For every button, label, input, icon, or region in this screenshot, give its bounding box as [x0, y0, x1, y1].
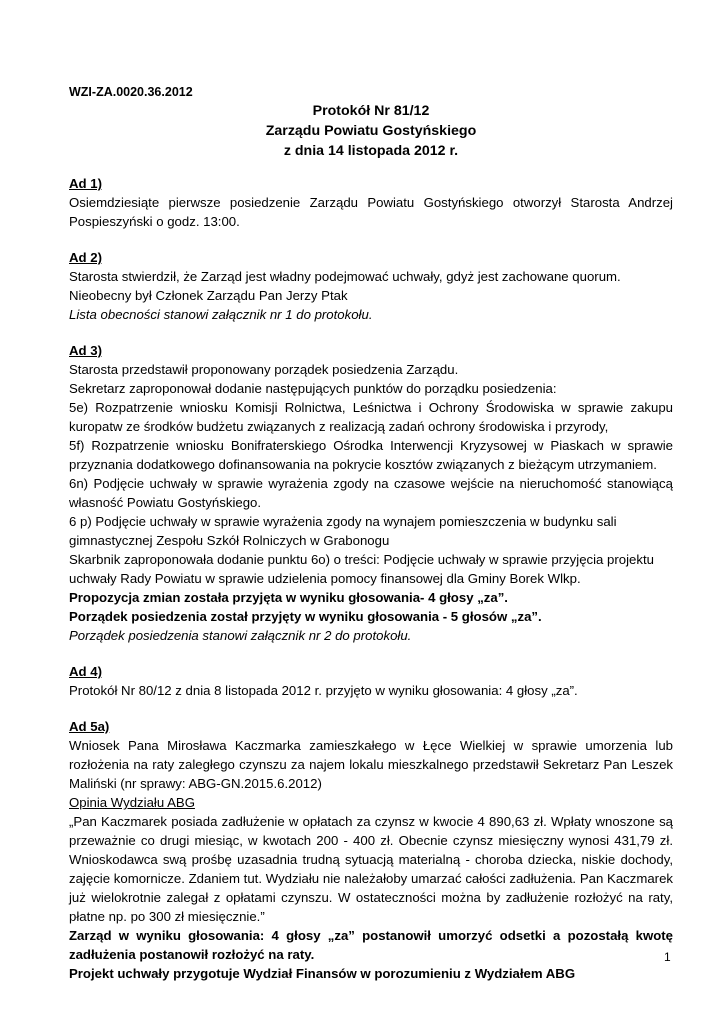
ad1-text: Osiemdziesiąte pierwsze posiedzenie Zarządu Powiatu Gostyńskiego otworzył Starosta Andrzej Pospieszyński o godz. 13:00. [69, 195, 673, 229]
section-heading-ad3: Ad 3) [69, 343, 102, 358]
ad2-quorum-text: Starosta stwierdził, że Zarząd jest władny podejmować uchwały, gdyż jest zachowane quorum. [69, 269, 621, 284]
ad3-attachment-note: Porządek posiedzenia stanowi załącznik nr 2 do protokołu. [69, 628, 412, 643]
title-line-1: Protokół Nr 81/12 [312, 103, 430, 119]
title-line-2: Zarządu Powiatu Gostyńskiego [265, 123, 477, 139]
section-heading-ad5a: Ad 5a) [69, 719, 110, 734]
ad5a-opinion-label: Opinia Wydziału ABG [69, 795, 195, 810]
section-heading-ad1: Ad 1) [69, 176, 102, 191]
agenda-item-5f: 5f) Rozpatrzenie wniosku Bonifraterskiego Ośrodka Interwencji Kryzysowej w Piaskach w sprawie przyznania dodatkowego dofinansowania na pokrycie kosztów związanych z bieżącym utrzymaniem. [69, 438, 673, 472]
document-page [69, 83, 673, 1000]
section-heading-ad4: Ad 4) [69, 664, 102, 679]
section-ad5a [69, 717, 673, 983]
section-heading-ad2: Ad 2) [69, 250, 102, 265]
section-ad3 [69, 341, 673, 645]
page-number: 1 [664, 950, 671, 964]
section-ad2 [69, 248, 673, 324]
ad2-absence-text: Nieobecny był Członek Zarządu Pan Jerzy Ptak [69, 288, 348, 303]
ad3-secretary-text: Sekretarz zaproponował dodanie następujących punktów do porządku posiedzenia: [69, 381, 557, 396]
ad4-text: Protokół Nr 80/12 z dnia 8 listopada 2012 r. przyjęto w wyniku głosowania: 4 głosy „za”. [69, 683, 578, 698]
section-ad1 [69, 174, 673, 231]
protocol-title [69, 101, 673, 161]
ad5a-decision: Zarząd w wyniku głosowania: 4 głosy „za” postanowił umorzyć odsetki a pozostałą kwotę zadłużenia postanowił rozłożyć na raty. [69, 928, 673, 962]
title-line-3: z dnia 14 listopada 2012 r. [283, 143, 459, 159]
ad2-attendance-note: Lista obecności stanowi załącznik nr 1 do protokołu. [69, 307, 373, 322]
ad3-treasurer-text: Skarbnik zaproponowała dodanie punktu 6o) o treści: Podjęcie uchwały w sprawie przyjęcia projektu uchwały Rady Powiatu w sprawie udzielenia pomocy finansowej dla Gminy Borek Wlkp. [69, 552, 654, 586]
ad3-vote-changes: Propozycja zmian została przyjęta w wyniku głosowania- 4 głosy „za”. [69, 590, 508, 605]
agenda-item-6p: 6 p) Podjęcie uchwały w sprawie wyrażenia zgody na wynajem pomieszczenia w budynku sali gimnastycznej Zespołu Szkół Rolniczych w Grabonogu [69, 514, 617, 548]
ad5a-project-note: Projekt uchwały przygotuje Wydział Finansów w porozumieniu z Wydziałem ABG [69, 966, 576, 981]
document-number: WZI-ZA.0020.36.2012 [69, 85, 193, 99]
section-ad4 [69, 662, 673, 700]
agenda-item-5e: 5e) Rozpatrzenie wniosku Komisji Rolnictwa, Leśnictwa i Ochrony Środowiska w sprawie zakupu kuropatw ze środków budżetu związanych z realizacją zadań ochrony środowiska i przyrody, [69, 400, 673, 434]
ad5a-request-text: Wniosek Pana Mirosława Kaczmarka zamieszkałego w Łęce Wielkiej w sprawie umorzenia lub rozłożenia na raty zaległego czynszu za najem lokalu mieszkalnego przedstawił Sekretarz Pan Leszek Maliński (nr sprawy: ABG-GN.2015.6.2012) [69, 738, 673, 791]
ad3-intro-text: Starosta przedstawił proponowany porządek posiedzenia Zarządu. [69, 362, 459, 377]
ad5a-opinion-text: „Pan Kaczmarek posiada zadłużenie w opłatach za czynsz w kwocie 4 890,63 zł. Wpłaty wnoszone są przeważnie co drugi miesiąc, w kwotach 200 - 400 zł. Obecnie czynsz miesięczny wynosi 431,79 zł. Wnioskodawca swą prośbę uzasadnia trudną sytuacją materialną - choroba dziecka, niskie dochody, zajęcie komornicze. Zdaniem tut. Wydziału nie należałoby umarzać całości zadłużenia. Pan Kaczmarek już wielokrotnie zalegał z opłatami czynszu. W ostateczności można by zadłużenie rozłożyć na raty, płatne np. po 300 zł miesięcznie.” [69, 814, 673, 924]
ad3-vote-agenda: Porządek posiedzenia został przyjęty w wyniku głosowania - 5 głosów „za”. [69, 609, 542, 624]
agenda-item-6n: 6n) Podjęcie uchwały w sprawie wyrażenia zgody na czasowe wejście na nieruchomość stanowiącą własność Powiatu Gostyńskiego. [69, 476, 673, 510]
